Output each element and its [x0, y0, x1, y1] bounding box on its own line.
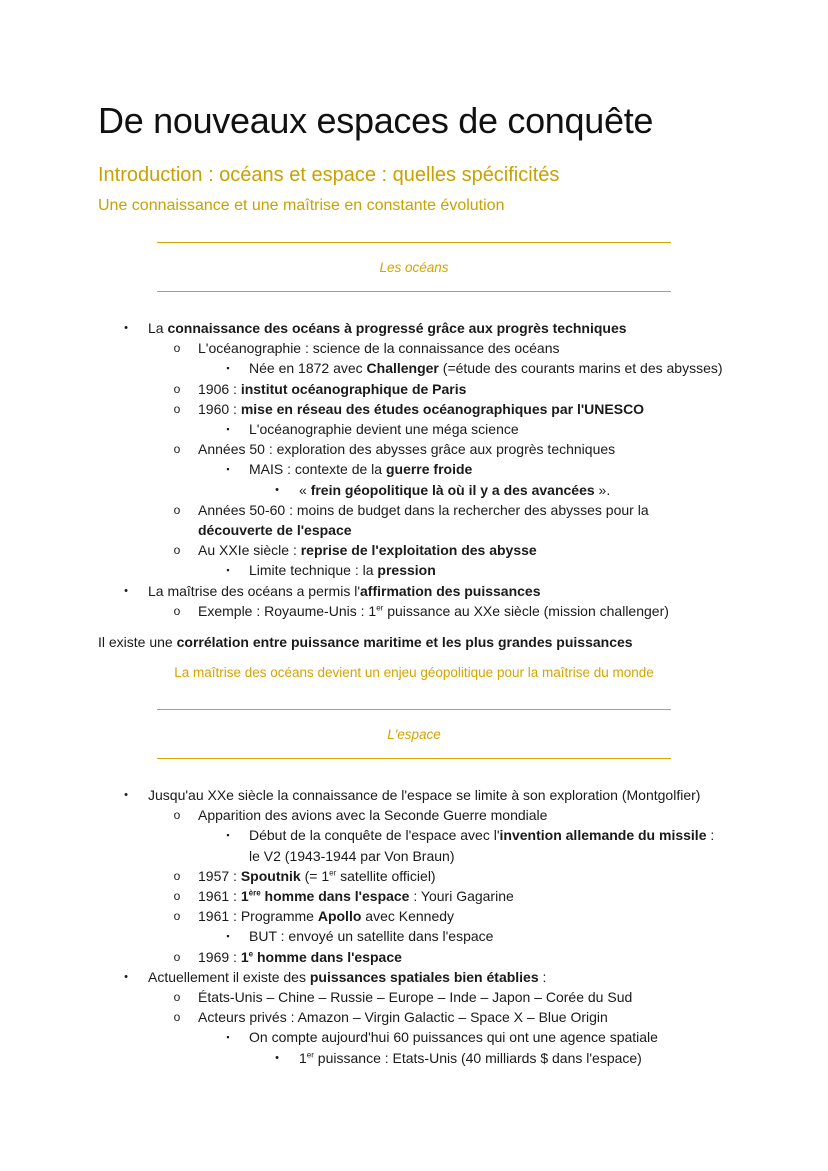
- bullet-icon: •: [124, 970, 128, 983]
- circle-bullet-icon: o: [173, 381, 181, 396]
- list-item: o Apparition des avions avec la Seconde Guerre mondiale: [0, 805, 828, 825]
- list-item: o 1969 : 1e homme dans l'espace: [0, 947, 828, 967]
- list-item: ▪ MAIS : contexte de la guerre froide: [0, 459, 828, 479]
- square-bullet-icon: ▪: [226, 931, 230, 942]
- list-item: o Années 50-60 : moins de budget dans la rechercher des abysses pour la découverte de l'espace: [0, 500, 723, 540]
- circle-bullet-icon: o: [173, 603, 181, 618]
- list-item: o 1906 : institut océanographique de Paris: [0, 379, 828, 399]
- list-item: ▪ BUT : envoyé un satellite dans l'espace: [0, 926, 828, 946]
- circle-bullet-icon: o: [173, 543, 181, 558]
- list-item: o Années 50 : exploration des abysses grâce aux progrès techniques: [0, 439, 828, 459]
- list-item: o 1961 : Programme Apollo avec Kennedy: [0, 906, 828, 926]
- circle-bullet-icon: o: [173, 341, 181, 356]
- list-item: o Exemple : Royaume-Unis : 1er puissance au XXe siècle (mission challenger): [0, 601, 828, 621]
- circle-bullet-icon: o: [173, 949, 181, 964]
- list-item: • La connaissance des océans à progressé grâce aux progrès techniques: [0, 318, 828, 338]
- list-item: ▪ Limite technique : la pression: [0, 560, 828, 580]
- page-title: De nouveaux espaces de conquête: [98, 100, 654, 141]
- bullet-icon: •: [124, 322, 128, 334]
- circle-bullet-icon: o: [173, 868, 181, 883]
- intro-subheading: Une connaissance et une maîtrise en constante évolution: [98, 197, 505, 214]
- circle-bullet-icon: o: [173, 1010, 181, 1025]
- bullet-icon: •: [124, 789, 128, 801]
- divider: [157, 242, 671, 243]
- circle-bullet-icon: o: [173, 401, 181, 416]
- list-item: o Acteurs privés : Amazon – Virgin Galactic – Space X – Blue Origin: [0, 1007, 828, 1027]
- section-label-oceans: Les océans: [379, 260, 449, 275]
- square-bullet-icon: ▪: [226, 464, 230, 475]
- list-item: ▪ On compte aujourd'hui 60 puissances qui ont une agence spatiale: [0, 1027, 828, 1047]
- divider: [157, 709, 671, 710]
- correlation-paragraph: Il existe une corrélation entre puissance maritime et les plus grandes puissances: [98, 634, 633, 650]
- geopolitics-note: La maîtrise des océans devient un enjeu géopolitique pour la maîtrise du monde: [174, 665, 654, 680]
- list-item: o 1960 : mise en réseau des études océanographiques par l'UNESCO: [0, 399, 828, 419]
- space-list: [0, 785, 828, 1068]
- circle-bullet-icon: o: [173, 909, 181, 924]
- section-header-oceans: [157, 242, 671, 292]
- list-item: o 1961 : 1ère homme dans l'espace : Youri Gagarine: [0, 886, 828, 906]
- list-item: o L'océanographie : science de la connaissance des océans: [0, 338, 828, 358]
- list-item: • « frein géopolitique là où il y a des avancées ».: [0, 480, 828, 500]
- section-label-space: L'espace: [387, 727, 441, 742]
- bullet-icon: •: [275, 1051, 279, 1064]
- list-item: o États-Unis – Chine – Russie – Europe – Inde – Japon – Corée du Sud: [0, 987, 828, 1007]
- square-bullet-icon: ▪: [226, 830, 230, 841]
- list-item: o Au XXIe siècle : reprise de l'exploitation des abysse: [0, 540, 828, 560]
- list-item: • Actuellement il existe des puissances spatiales bien établies :: [0, 967, 828, 987]
- list-item: o 1957 : Spoutnik (= 1er satellite officiel): [0, 866, 828, 886]
- list-item: • Jusqu'au XXe siècle la connaissance de l'espace se limite à son exploration (Montgolfier): [0, 785, 828, 805]
- list-item: ▪ Née en 1872 avec Challenger (=étude des courants marins et des abysses): [0, 358, 828, 378]
- square-bullet-icon: ▪: [226, 363, 230, 374]
- oceans-list: [0, 318, 828, 621]
- square-bullet-icon: ▪: [226, 1032, 230, 1043]
- intro-heading: Introduction : océans et espace : quelles spécificités: [98, 164, 560, 186]
- divider: [157, 758, 671, 759]
- list-item: ▪ Début de la conquête de l'espace avec l'invention allemande du missile : le V2 (1943-1944 par Von Braun): [0, 825, 724, 865]
- circle-bullet-icon: o: [173, 442, 181, 457]
- list-item: • La maîtrise des océans a permis l'affirmation des puissances: [0, 581, 828, 601]
- bullet-icon: •: [124, 584, 128, 597]
- section-header-space: [157, 709, 671, 759]
- circle-bullet-icon: o: [173, 990, 181, 1005]
- circle-bullet-icon: o: [173, 808, 181, 823]
- list-item: ▪ L'océanographie devient une méga science: [0, 419, 828, 439]
- square-bullet-icon: ▪: [226, 565, 230, 576]
- divider: [157, 291, 671, 292]
- square-bullet-icon: ▪: [226, 424, 230, 435]
- bullet-icon: •: [275, 483, 279, 496]
- circle-bullet-icon: o: [173, 502, 181, 517]
- list-item: • 1er puissance : Etats-Unis (40 milliards $ dans l'espace): [0, 1048, 828, 1068]
- circle-bullet-icon: o: [173, 889, 181, 904]
